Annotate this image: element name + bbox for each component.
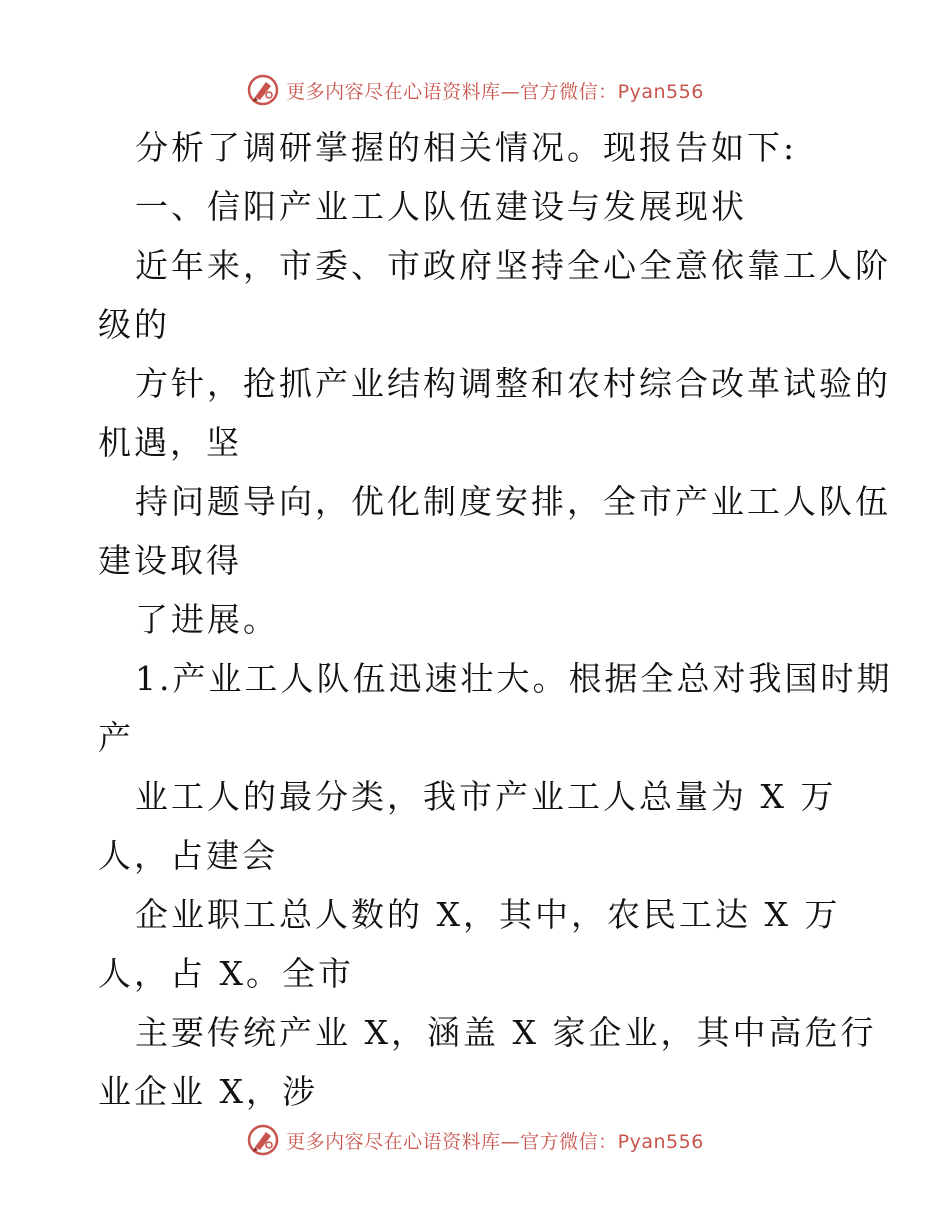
text-line: 企业职工总人数的 X，其中，农民工达 X 万 (135, 895, 841, 934)
text-line: 建设取得 (98, 541, 242, 580)
text-line: 主要传统产业 X，涵盖 X 家企业，其中高危行 (135, 1013, 877, 1052)
header-banner (0, 70, 950, 110)
text-line: 业企业 X，涉 (98, 1072, 318, 1111)
footer-banner (0, 1120, 950, 1160)
pen-logo-icon (246, 73, 280, 107)
text-line: 近年来，市委、市政府坚持全心全意依靠工人阶 (135, 246, 891, 285)
text-line: 业工人的最分类，我市产业工人总量为 X 万 (135, 777, 837, 816)
text-line: 1.产业工人队伍迅速壮大。根据全总对我国时期 (135, 659, 893, 698)
text-line: 人，占建会 (98, 836, 278, 875)
text-line: 机遇，坚 (98, 423, 242, 462)
text-line: 方针，抢抓产业结构调整和农村综合改革试验的 (135, 364, 891, 403)
footer-banner-text: 更多内容尽在心语资料库—官方微信：Pyan556 (286, 1130, 704, 1153)
text-line: 产 (98, 718, 134, 757)
pen-logo-icon (246, 1123, 280, 1157)
text-line: 了进展。 (135, 600, 279, 639)
text-line: 人，占 X。全市 (98, 954, 354, 993)
header-banner-text: 更多内容尽在心语资料库—官方微信：Pyan556 (286, 80, 704, 103)
text-line: 级的 (98, 305, 170, 344)
text-line: 分析了调研掌握的相关情况。现报告如下: (135, 128, 798, 167)
text-line: 持问题导向，优化制度安排，全市产业工人队伍 (135, 482, 891, 521)
section-heading: 一、信阳产业工人队伍建设与发展现状 (135, 187, 747, 226)
